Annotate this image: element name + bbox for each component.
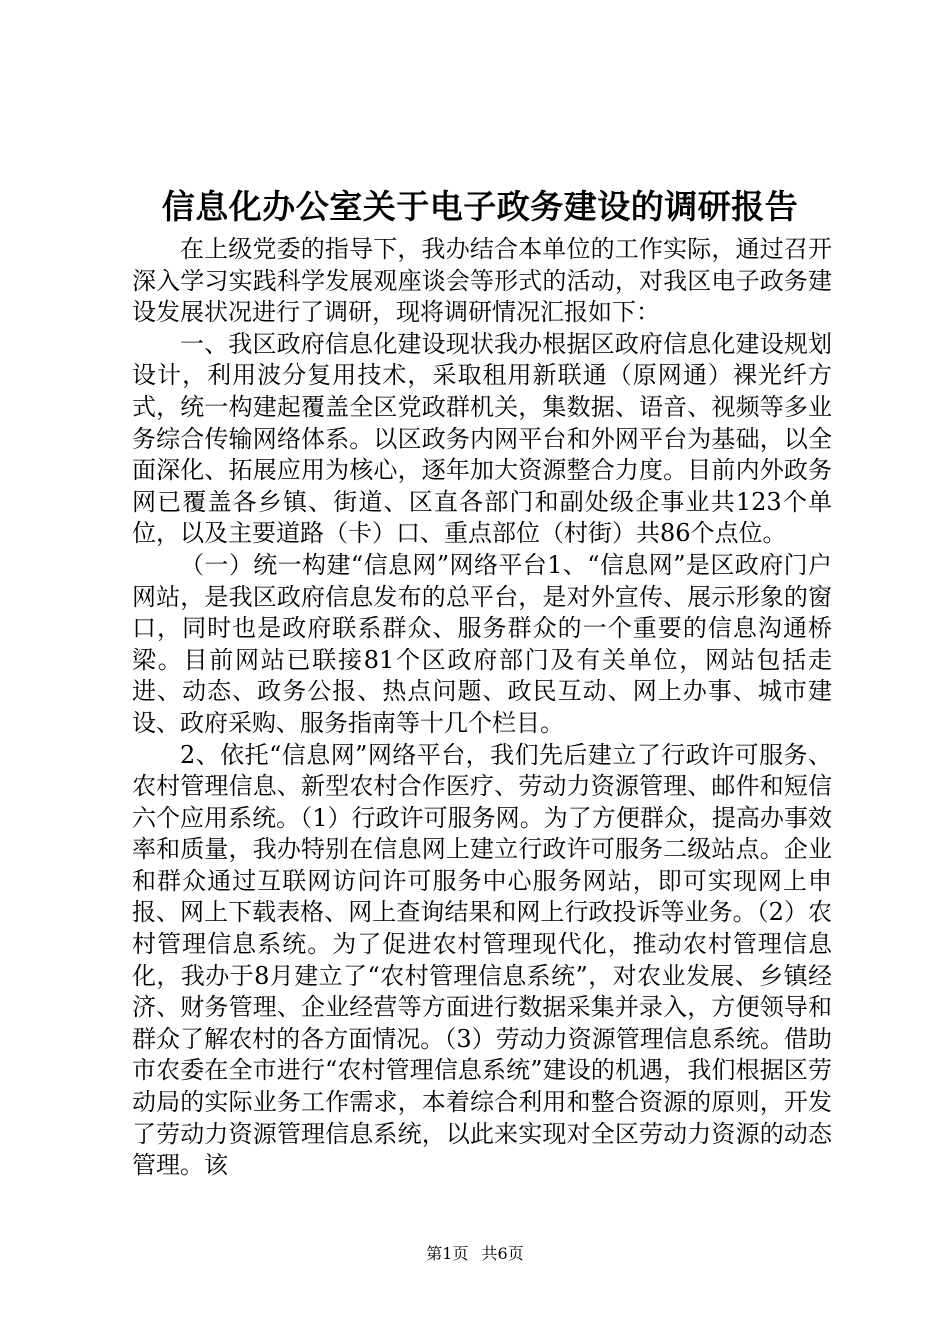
paragraph-applications: 2、依托“信息网”网络平台，我们先后建立了行政许可服务、农村管理信息、新型农村合作医疗、劳动力资源管理、邮件和短信六个应用系统。（1）行政许可服务网。为了方便群众，提高办事效率和质量，我办特别在信息网上建立行政许可服务二级站点。企业和群众通过互联网访问许可服务中心服务网站，即可实现网上申报、网上下载表格、网上查询结果和网上行政投诉等业务。（2）农村管理信息系统。为了促进农村管理现代化，推动农村管理信息化，我办于8月建立了“农村管理信息系统”，对农业发展、乡镇经济、财务管理、企业经营等方面进行数据采集并录入，方便领导和群众了解农村的各方面情况。（3）劳动力资源管理信息系统。借助市农委在全市进行“农村管理信息系统”建设的机遇，我们根据区劳动局的实际业务工作需求，本着综合利用和整合资源的原则，开发了劳动力资源管理信息系统，以此来实现对全区劳动力资源的动态管理。该: [132, 740, 832, 1180]
page-total: 共6页: [481, 1244, 524, 1263]
document-title: 信息化办公室关于电子政务建设的调研报告: [161, 187, 799, 226]
document-body: [132, 234, 832, 1182]
paragraph-subsection-one: （一）统一构建“信息网”网络平台1、“信息网”是区政府门户网站，是我区政府信息发布的总平台，是对外宣传、展示形象的窗口，同时也是政府联系群众、服务群众的一个重要的信息沟通桥梁。目前网站已联接81个区政府部门及有关单位，网站包括走进、动态、政务公报、热点问题、政民互动、网上办事、城市建设、政府采购、服务指南等十几个栏目。: [132, 550, 832, 737]
paragraph-section-one: 一、我区政府信息化建设现状我办根据区政府信息化建设规划设计，利用波分复用技术，采取租用新联通（原网通）裸光纤方式，统一构建起覆盖全区党政群机关，集数据、语音、视频等多业务综合传输网络体系。以区政务内网平台和外网平台为基础，以全面深化、拓展应用为核心，逐年加大资源整合力度。目前内外政务网已覆盖各乡镇、街道、区直各部门和副处级企事业共123个单位，以及主要道路（卡）口、重点部位（村街）共86个点位。: [132, 329, 832, 548]
paragraph-intro: 在上级党委的指导下，我办结合本单位的工作实际，通过召开深入学习实践科学发展观座谈会等形式的活动，对我区电子政务建设发展状况进行了调研，现将调研情况汇报如下：: [132, 235, 832, 327]
page-footer: [0, 1243, 950, 1265]
page-number: 第1页: [426, 1244, 469, 1263]
